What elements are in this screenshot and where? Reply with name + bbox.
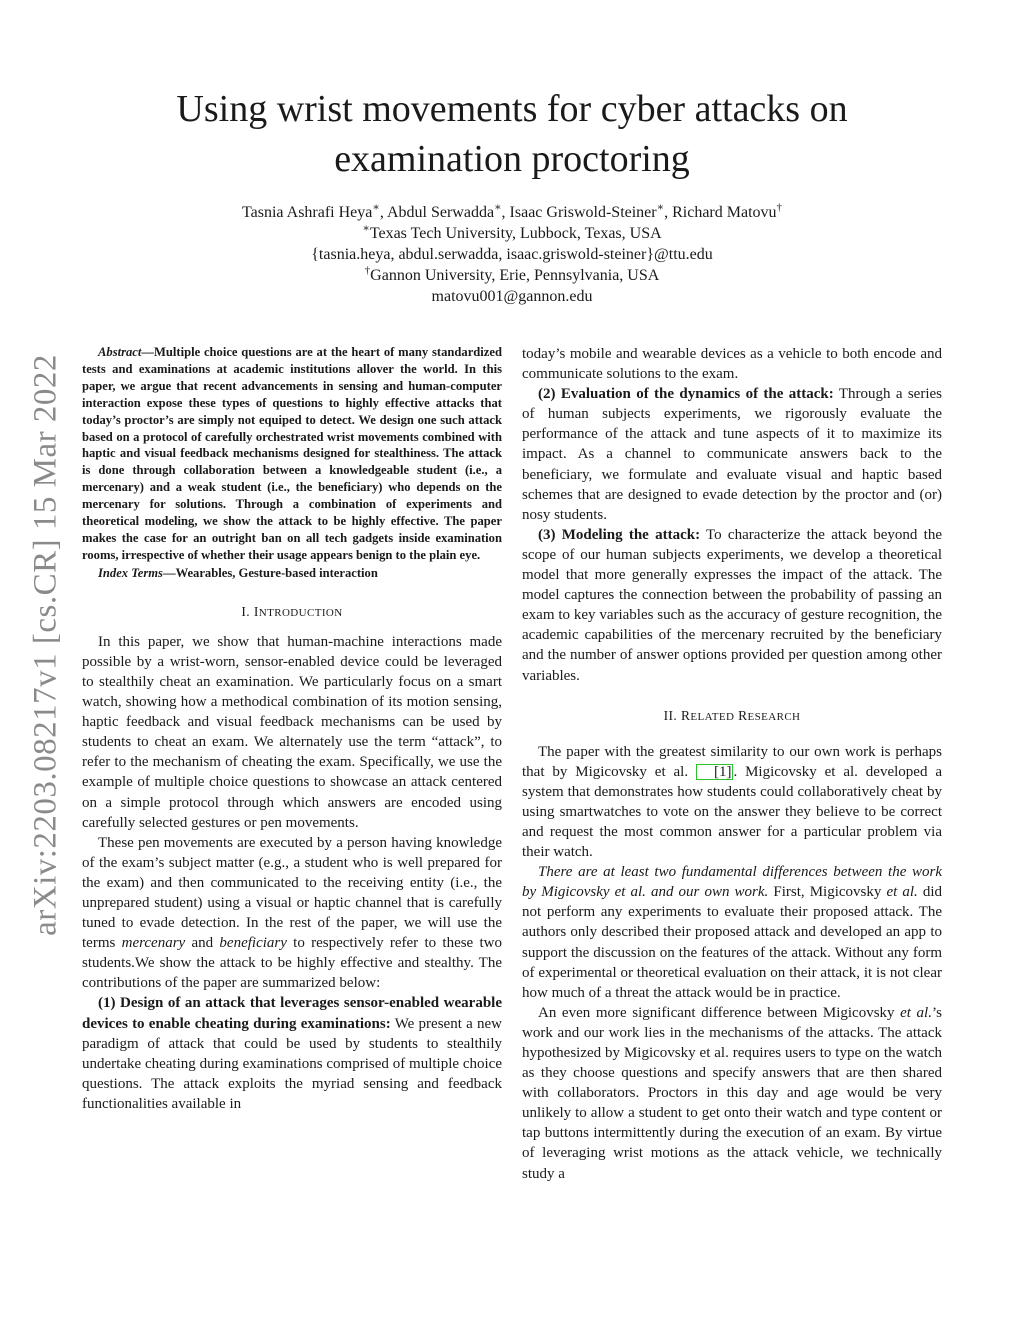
contribution-1-continued: today’s mobile and wearable devices as a vehicle to both encode and communicate solutions to the exam.: [522, 346, 942, 383]
section-heading-introduction: I. INTRODUCTION: [241, 603, 343, 619]
contribution-3: (3) Modeling the attack: To characterize the attack beyond the scope of our human subjects experiments, we develop a theoretical model that more generally expresses the impact of the attack. The model captures the connection between the probability of passing an exam to key variables such as the accuracy of gesture recognition, the academic capabilities of the mercenary recruited by the beneficiary and the number of answer options provided per question among other variables.: [522, 526, 942, 684]
index-terms: Index Terms—Wearables, Gesture-based interaction: [98, 565, 378, 580]
email-2: matovu001@gannon.edu: [431, 288, 593, 305]
paper-title: [0, 84, 1024, 184]
author-block: [0, 202, 1024, 307]
section-heading-related-research: II. RELATED RESEARCH: [663, 707, 801, 723]
title-line-1: Using wrist movements for cyber attacks on: [176, 88, 848, 130]
contribution-2: (2) Evaluation of the dynamics of the attack: Through a series of human subjects experiments, we rigorously evaluate the performance of the attack and tune aspects of it to maximize its impact. As a channel to communicate answers back to the beneficiary, we formulate and evaluate visual and haptic based schemes that are designed to evade detection by the proctor and (or) nosy students.: [522, 386, 942, 523]
author-names: Tasnia Ashrafi Heya∗, Abdul Serwadda∗, Isaac Griswold-Steiner∗, Richard Matovu†: [241, 201, 783, 221]
affiliation-1: ∗Texas Tech University, Lubbock, Texas, USA: [362, 222, 662, 242]
left-column: [82, 344, 502, 1114]
related-paragraph-2: There are at least two fundamental differences between the work by Migicovsky et al. and our own work. First, Migicovsky et al. did not perform any experiments to evaluate their proposed attack. The authors only described their proposed attack and developed an app to support the discussion on the features of the attack. Without any form of experimental or theoretical evaluation on their attack, it is not clear how much of a threat the attack would be in practice.: [522, 864, 943, 1001]
abstract: Abstract—Multiple choice questions are at the heart of many standardized tests and examinations at academic institutions allover the world. In this paper, we argue that recent advancements in sensing and human-computer interaction expose these types of questions to highly effective attacks that today’s proctor’s are simply not equiped to detect. We design one such attack based on a protocol of carefully orchestrated wrist movements combined with haptic and visual feedback mechanisms designed for stealthiness. The attack is done through collaboration between a knowledgeable student (i.e., a mercenary) and a weak student (i.e., the beneficiary) who depends on the mercenary for solutions. Through a combination of experiments and theoretical modeling, we show the attack to be highly effective. The paper makes the case for an outright ban on all tech gadgets inside examination rooms, irrespective of whether their usage appears benign to the plain eye.: [82, 345, 502, 562]
arxiv-stamp: arXiv:2203.08217v1 [cs.CR] 15 Mar 2022: [27, 354, 64, 936]
related-paragraph-3: An even more significant difference between Migicovsky et al.’s work and our work lies in the mechanisms of the attacks. The attack hypothesized by Migicovsky et al. requires users to type on the watch as they choose questions and specify answers that are then shared with collaborators. Proctors in this day and age would be very unlikely to allow a student to get onto their watch and type content or tap buttons intermittently during the execution of an exam. By virtue of leveraging wrist motions as the attack vehicle, we technically study a: [522, 1004, 942, 1182]
related-paragraph-1: The paper with the greatest similarity to our own work is perhaps that by Migicovsky et al. [1] . Migicovsky et al. developed a system that demonstrates how students could collaboratively cheat by using smartwatches to vote on the answer they believe to be correct and request the most common answer for a particular problem via their watch.: [522, 743, 942, 861]
affiliation-2: †Gannon University, Erie, Pennsylvania, USA: [364, 264, 660, 284]
intro-paragraph-1: In this paper, we show that human-machine interactions made possible by a wrist-worn, sensor-enabled device could be leveraged to stealthily cheat an examination. We particularly focus on a smart watch, showing how a methodical combination of its motion sensing, haptic feedback and visual feedback mechanisms can be used by students to cheat an exam. We alternately use the term “attack”, to refer to the mechanism of cheating the exam. Specifically, we use the example of multiple choice questions to showcase an attack centered on a simple protocol through which answers are encoded using carefully selected gestures or pen movements.: [82, 633, 502, 831]
intro-paragraph-2: These pen movements are executed by a person having knowledge of the exam’s subject matter (e.g., a student who is well prepared for the exam) and then communicated to the receiving entity (i.e., the unprepared student) using a visual or haptic channel that is carefully tuned to evade detection. In the rest of the paper, we will use the terms mercenary and beneficiary to respectively refer to these two students.We show the attack to be highly effective and stealthy. The contributions of the paper are summarized below:: [82, 834, 502, 992]
title-line-2: examination proctoring: [334, 138, 690, 180]
contribution-1: (1) Design of an attack that leverages sensor-enabled wearable devices to enable cheating during examinations: We present a new paradigm of attack that could be used by students to stealthily undertake cheating during examinations comprised of multiple choice questions. The attack exploits the myriad sensing and feedback functionalities available in: [82, 995, 502, 1112]
citation-link[interactable]: [1]: [696, 764, 734, 780]
emails-1: {tasnia.heya, abdul.serwadda, isaac.griswold-steiner}@ttu.edu: [311, 246, 713, 263]
right-column: [522, 344, 942, 1184]
